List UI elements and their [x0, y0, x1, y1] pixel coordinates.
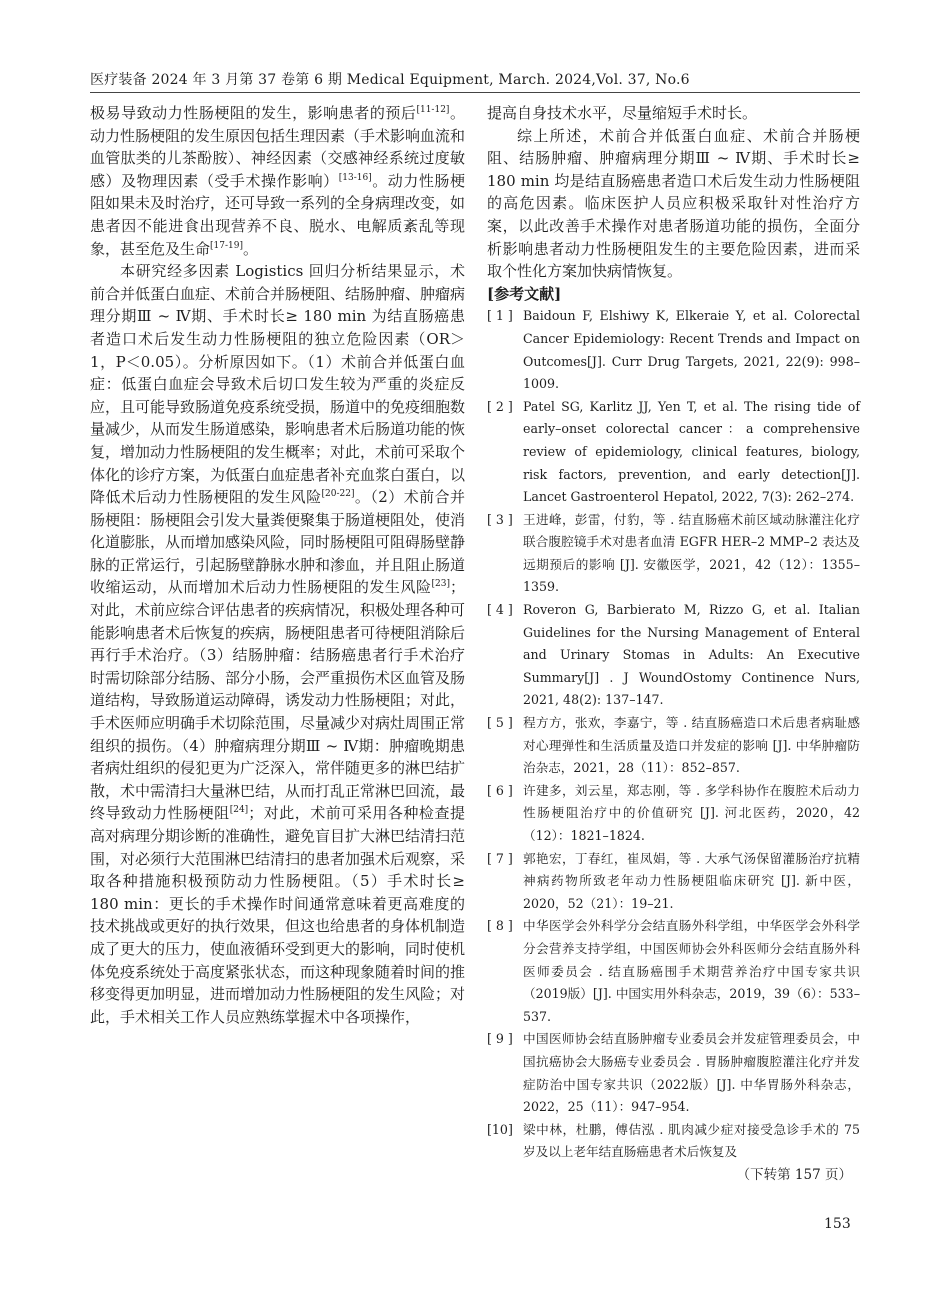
reference-text: Patel SG, Karlitz JJ, Yen T, et al. The rising tide of early–onset colorectal cancer：a comprehensive review of epidemiology, clinical features, biology, risk factors, prevention, and early detection[J]. Lancet Gastroenterol Hepatol, 2022, 7(3): 262–274. [523, 398, 860, 505]
body-paragraph-1: 极易导致动力性肠梗阻的发生，影响患者的预后[11-12]。动力性肠梗阻的发生原因包括生理因素（手术影响血流和血管肽类的儿茶酚胺）、神经因素（交感神经系统过度敏感）及物理因素（受手术操作影响）[13-16]。动力性肠梗阻如果未及时治疗，还可导致一系列的全身病理改变，如患者因不能进食出现营养不良、脱水、电解质紊乱等现象，甚至危及生命[17-19]。 [90, 104, 466, 258]
citation: [23] [431, 579, 450, 590]
reference-text: 中华医学会外科学分会结直肠外科学组，中华医学会外科学分会营养支持学组，中国医师协会外科医师分会结直肠外科医师委员会 . 结直肠癌围手术期营养治疗中国专家共识（2019版）[J]. 中国实用外科杂志，2019，39（6）：533–537. [523, 918, 860, 1024]
reference-text: 郭艳宏，丁春红，崔凤娟，等 . 大承气汤保留灌肠治疗抗精神病药物所致老年动力性肠梗阻临床研究 [J]. 新中医，2020，52（21）：19–21. [523, 850, 860, 911]
references-heading: [参考文献] [487, 284, 562, 303]
reference-text: Baidoun F, Elshiwy K, Elkeraie Y, et al. Colorectal Cancer Epidemiology: Recent Trends and Impact on Outcomes[J]. Curr Drug Targets, 2021, 22(9): 998–1009. [523, 308, 860, 392]
reference-item [487, 712, 860, 780]
citation: [13-16] [338, 172, 372, 183]
body-paragraph-continued: 提高自身技术水平，尽量缩短手术时长。 [487, 104, 758, 122]
reference-number: [ 5 ] [487, 715, 513, 731]
reference-item [487, 848, 860, 916]
reference-number: [ 3 ] [487, 511, 513, 527]
reference-number: [ 9 ] [487, 1031, 513, 1047]
reference-number: [ 4 ] [487, 602, 513, 618]
reference-item [487, 1028, 860, 1118]
reference-item [487, 509, 860, 599]
reference-number: [ 1 ] [487, 308, 513, 324]
reference-item [487, 396, 860, 509]
reference-number: [ 7 ] [487, 850, 513, 866]
reference-number: [ 2 ] [487, 398, 513, 414]
citation: [11-12] [416, 105, 450, 115]
left-column [90, 102, 465, 1028]
reference-item [487, 915, 860, 1028]
reference-text: 程方方，张欢，李嘉宁，等 . 结直肠癌造口术后患者病耻感对心理弹性和生活质量及造口并发症的影响 [J]. 中华肿瘤防治杂志，2021，28（11）：852–857. [523, 715, 860, 776]
header-divider [90, 92, 860, 93]
citation: [17-19] [210, 240, 243, 251]
citation: [20-22] [321, 489, 355, 500]
reference-text: 梁中林，杜鹏，傅佶泓 . 肌肉减少症对接受急诊手术的 75 岁及以上老年结直肠癌患者术后恢复及 [523, 1121, 860, 1160]
page-number: 153 [824, 1216, 851, 1232]
body-paragraph-2: 本研究经多因素 Logistics 回归分析结果显示，术前合并低蛋白血症、术前合并肠梗阻、结肠肿瘤、肿瘤病理分期Ⅲ ~ Ⅳ期、手术时长≥ 180 min 为结直肠癌患者造口术后发生动力性肠梗阻的独立危险因素（OR＞1，P＜0.05）。分析原因如下。（1）术前合并低蛋白血症：低蛋白血症会导致术后切口发生较为严重的炎症反应，且可能导致肠道免疫系统受损，肠道中的免疫细胞数量减少，从而发生肠道感染，影响患者术后肠道功能的恢复，增加动力性肠梗阻的发生概率；对此，术前可采取个体化的诊疗方案，为低蛋白血症患者补充血浆白蛋白，以降低术后动力性肠梗阻的发生风险[20-22]。（2）术前合并肠梗阻：肠梗阻会引发大量粪便聚集于肠道梗阻处，使消化道膨胀，从而增加感染风险，同时肠梗阻可阻碍肠壁静脉的正常运行，引起肠壁静脉水肿和渗血，并且阻止肠道收缩运动，从而增加术后动力性肠梗阻的发生风险[23]；对此，术前应综合评估患者的疾病情况，积极处理各种可能影响患者术后恢复的疾病，肠梗阻患者可待梗阻消除后再行手术治疗。（3）结肠肿瘤：结肠癌患者行手术治疗时需切除部分结肠、部分小肠，会严重损伤术区血管及肠道结构，导致肠道运动障碍，诱发动力性肠梗阻；对此，手术医师应明确手术切除范围，尽量减少对病灶周围正常组织的损伤。（4）肿瘤病理分期Ⅲ ~ Ⅳ期：肿瘤晚期患者病灶组织的侵犯更为广泛深入，常伴随更多的淋巴结扩散，术中需清扫大量淋巴结，从而打乱正常淋巴回流，最终导致动力性肠梗阻[24]；对此，术前可采用各种检查提高对病理分期诊断的准确性，避免盲目扩大淋巴结清扫范围，对必须行大范围淋巴结清扫的患者加强术后观察，采取各种措施积极预防动力性肠梗阻。（5）手术时长≥ 180 min：更长的手术操作时间通常意味着更高难度的技术挑战或更好的执行效果，但这也给患者的身体机制造成了更大的压力，使血液循环受到更大的影响，同时使机体免疫系统处于高度紧张状态，而这种现象随着时间的推移变得更加明显，进而增加动力性肠梗阻的发生风险；对此，手术相关工作人员应熟练掌握术中各项操作， [90, 262, 466, 1026]
reference-text: 中国医师协会结直肠肿瘤专业委员会并发症管理委员会，中国抗癌协会大肠癌专业委员会 . 胃肠肿瘤腹腔灌注化疗并发症防治中国专家共识（2022版）[J]. 中华胃肠外科杂志，2022，25（11）：947–954. [523, 1031, 860, 1115]
reference-number: [ 8 ] [487, 918, 513, 934]
reference-number: [10] [487, 1121, 513, 1137]
citation: [24] [229, 805, 249, 816]
journal-header: 医疗装备 2024 年 3 月第 37 卷第 6 期 Medical Equipment, March. 2024,Vol. 37, No.6 [90, 72, 690, 88]
reference-item [487, 780, 860, 848]
reference-item [487, 1119, 860, 1164]
reference-list [487, 305, 860, 1164]
reference-item [487, 305, 860, 395]
reference-text: 王进峰，彭雷，付豹，等 . 结直肠癌术前区域动脉灌注化疗联合腹腔镜手术对患者血清 EGFR HER–2 MMP–2 表达及远期预后的影响 [J]. 安徽医学，2021，42（12）：1355–1359. [523, 511, 860, 595]
reference-item [487, 599, 860, 712]
reference-text: Roveron G, Barbierato M, Rizzo G, et al. Italian Guidelines for the Nursing Management of Enteral and Urinary Stomas in Adults: An Executive Summary[J] . J WoundOstomy Continence Nurs, 2021, 48(2): 137–147. [523, 602, 860, 708]
reference-text: 许建多，刘云星，郑志刚，等 . 多学科协作在腹腔术后动力性肠梗阻治疗中的价值研究 [J]. 河北医药，2020，42（12）：1821–1824. [523, 782, 860, 843]
reference-number: [ 6 ] [487, 782, 513, 798]
right-column [487, 102, 860, 1187]
continued-note: （下转第 157 页） [736, 1166, 852, 1183]
conclusion-paragraph: 综上所述，术前合并低蛋白血症、术前合并肠梗阻、结肠肿瘤、肿瘤病理分期Ⅲ ~ Ⅳ期、手术时长≥ 180 min 均是结直肠癌患者造口术后发生动力性肠梗阻的高危因素。临床医护人员应积极采取针对性治疗方案，以此改善手术操作对患者肠道功能的损伤，全面分析影响患者动力性肠梗阻发生的主要危险因素，进而采取个性化方案加快病情恢复。 [487, 126, 860, 281]
